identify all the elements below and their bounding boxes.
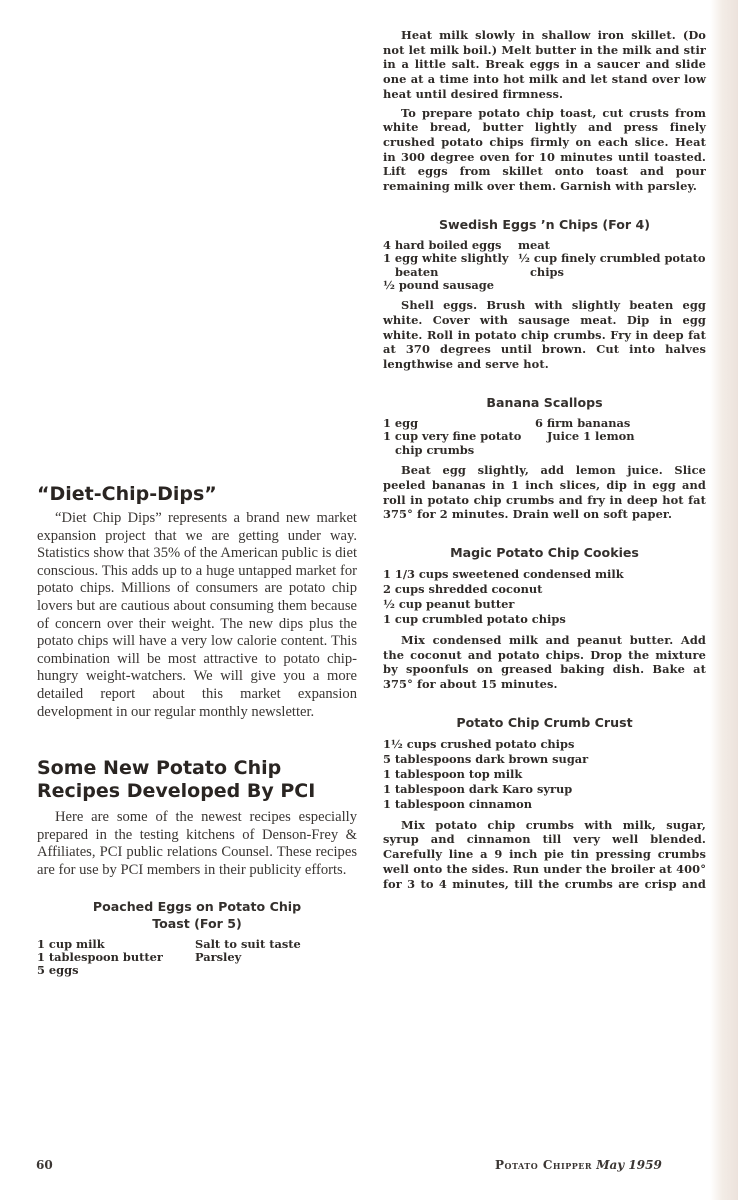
banana-scallops-recipe [383,394,706,522]
swedish-eggs-recipe [383,216,706,372]
swedish-eggs-title: Swedish Eggs ’n Chips (For 4) [438,216,651,232]
ingredient: 5 eggs [37,963,79,978]
poached-eggs-recipe [37,898,357,978]
poached-eggs-direction-1: Heat milk slowly in shallow iron skillet. (Do not let milk boil.) Melt butter in the milk and stir in a little salt. Break eggs in a saucer and slide one at a time into hot milk and let stand over low heat until desired firmness. [383,28,706,101]
publication-name: Potato Chipper [495,1158,593,1172]
ingredient: 1 1/3 cups sweetened condensed milk [383,566,624,581]
diet-chip-dips-heading: “Diet-Chip-Dips” [37,483,217,505]
page-edge-shadow [710,0,738,1200]
banana-scallops-directions: Beat egg slightly, add lemon juice. Slice peeled bananas in 1 inch slices, dip in egg and roll in potato chip crumbs and fry in deep hot fat 375° for 2 minutes. Drain well on soft paper. [383,463,706,522]
ingredient: 1 cup crumbled potato chips [383,611,566,626]
new-recipes-heading-line2: Recipes Developed By PCI [37,780,316,803]
ingredients-right [535,417,706,457]
ingredient: Parsley [195,949,242,964]
ingredient: meat [518,237,550,252]
new-recipes-heading [37,757,357,803]
ingredient: ½ pound sausage [383,277,494,292]
ingredients-right [518,239,706,293]
ingredients-left [383,417,535,457]
swedish-eggs-directions: Shell eggs. Brush with slightly beaten egg white. Cover with sausage meat. Dip in egg white. Roll in potato chip crumbs. Fry in deep fat at 370 degrees until brown. Cut into halves lengthwise and serve hot. [383,298,706,372]
crumb-crust-ingredients [383,737,706,812]
crumb-crust-recipe [383,714,706,892]
ingredient: 1 cup milk [37,936,105,951]
poached-eggs-title-line1: Poached Eggs on Potato Chip [92,898,302,914]
ingredients-left [37,938,195,978]
ingredient: Juice 1 lemon [547,429,635,444]
poached-eggs-title [37,898,357,932]
ingredient: 5 tablespoons dark brown sugar [383,751,589,766]
ingredient: 1 tablespoon top milk [383,766,523,781]
swedish-eggs-ingredients [383,239,706,293]
ingredient: 1 tablespoon dark Karo syrup [383,781,573,796]
ingredient: ½ cup finely crumbled potato chips [518,251,706,279]
right-column [383,28,706,891]
page-number: 60 [36,1158,53,1172]
left-column [37,483,357,984]
ingredient: 1 tablespoon butter [37,949,163,964]
ingredient: 4 hard boiled eggs [383,237,502,252]
cookies-directions: Mix condensed milk and peanut butter. Add the coconut and potato chips. Drop the mixture by spoonfuls on greased baking dish. Bake at 375° for about 15 minutes. [383,632,706,692]
banana-scallops-ingredients [383,417,706,457]
ingredient: 1 tablespoon cinnamon [383,796,533,811]
cookies-title: Magic Potato Chip Cookies [450,544,639,560]
cookies-ingredients [383,567,706,627]
ingredients-left [383,239,518,293]
banana-scallops-title: Banana Scallops [486,394,603,410]
ingredient: 1 egg [383,415,419,430]
ingredient: 1 egg white slightly beaten [383,251,509,279]
ingredient: ½ cup peanut butter [383,596,515,611]
crumb-crust-title: Potato Chip Crumb Crust [456,714,633,730]
ingredient: Salt to suit taste [195,936,301,951]
new-recipes-heading-line1: Some New Potato Chip [37,757,282,780]
diet-chip-dips-article [37,483,357,721]
new-recipes-article [37,757,357,879]
ingredient: 6 firm bananas [535,415,631,430]
issue-date: May 1959 [596,1158,662,1172]
poached-eggs-directions [383,28,706,194]
crumb-crust-directions: Mix potato chip crumbs with milk, sugar, syrup and cinnamon till very well blended. Carefully line a 9 inch pie tin pressing crumbs well onto the sides. Run under the broiler at 400° for 3 to 4 minutes, till the crumbs are crisp and [383,817,706,891]
poached-eggs-title-line2: Toast (For 5) [152,915,242,931]
poached-eggs-ingredients [37,938,357,978]
running-footer [495,1158,662,1172]
poached-eggs-direction-2: To prepare potato chip toast, cut crusts from white bread, butter lightly and press finely crushed potato chips firmly on each slice. Heat in 300 degree oven for 10 minutes until toasted. Lift eggs from skillet onto toast and pour remaining milk over them. Garnish with parsley. [383,105,706,194]
new-recipes-intro: Here are some of the newest recipes especially prepared in the testing kitchens of Denson-Frey & Affiliates, PCI public relations Counsel. These recipes are for use by PCI members in their publicity efforts. [37,809,357,878]
ingredient: 1½ cups crushed potato chips [383,736,575,751]
diet-chip-dips-body: “Diet Chip Dips” represents a brand new market expansion project that we are getting under way. Statistics show that 35% of the American public is diet conscious. This adds up to a huge untapped market for potato chips. Millions of consumers are potato chip lovers but are cautious about consuming them because of concern over their weight. The new dips plus the potato chips will have a very low calorie content. This combination will be most attractive to potato chip-hungry weight-watchers. We will give you a more detailed report about this market expansion development in our regular monthly newsletter. [37,510,357,720]
ingredient: 2 cups shredded coconut [383,581,543,596]
ingredients-right [195,938,357,978]
cookies-recipe [383,544,706,692]
ingredient: 1 cup very fine potato chip crumbs [383,429,522,457]
